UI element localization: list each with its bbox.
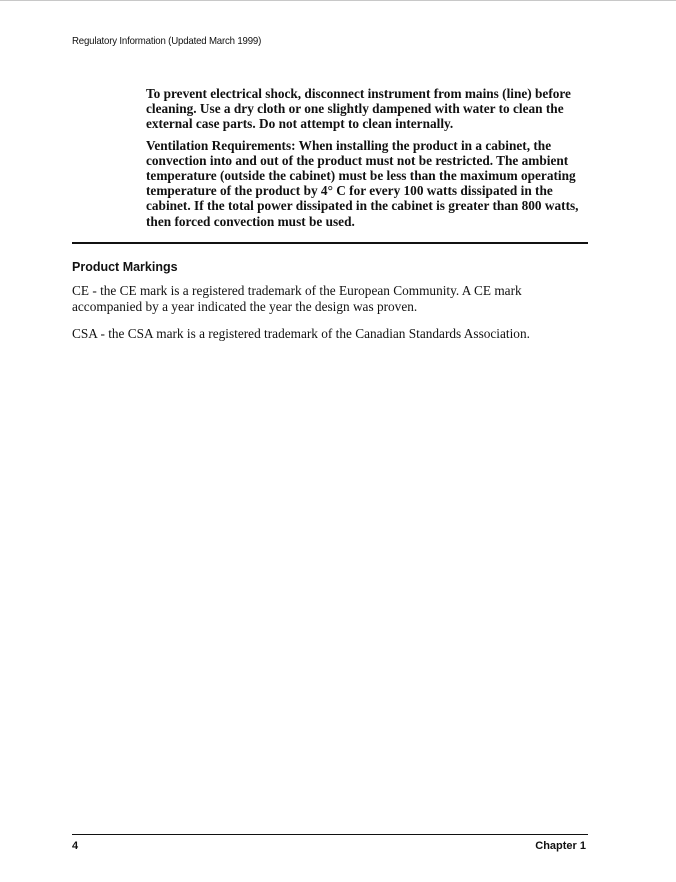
chapter-label: Chapter 1 [535, 840, 586, 852]
csa-mark-paragraph: CSA - the CSA mark is a registered trademark of the Canadian Standards Association. [72, 326, 530, 341]
section-heading-product-markings: Product Markings [72, 260, 178, 274]
ventilation-warning: Ventilation Requirements: When installing the product in a cabinet, the convection into and out of the product must not be restricted. The ambient temperature (outside the cabinet) must be less than the maximum operating temperature of the product by 4° C for every 100 watts dissipated in the cabinet. If the total power dissipated in the cabinet is greater than 800 watts, then forced convection must be used. [146, 137, 579, 229]
top-border [0, 0, 676, 1]
footer-divider [72, 834, 588, 835]
page-number: 4 [72, 840, 79, 852]
ce-mark-paragraph: CE - the CE mark is a registered trademark of the European Community. A CE mark accompanied by a year indicated the year the design was proven. [72, 283, 522, 314]
warning-block [146, 86, 588, 235]
running-header: Regulatory Information (Updated March 1999) [72, 35, 262, 47]
cleaning-warning: To prevent electrical shock, disconnect instrument from mains (line) before cleaning. Use a dry cloth or one slightly dampened with water to clean the external case parts. Do not attempt to clean internally. [146, 86, 571, 132]
warning-divider [72, 242, 588, 244]
